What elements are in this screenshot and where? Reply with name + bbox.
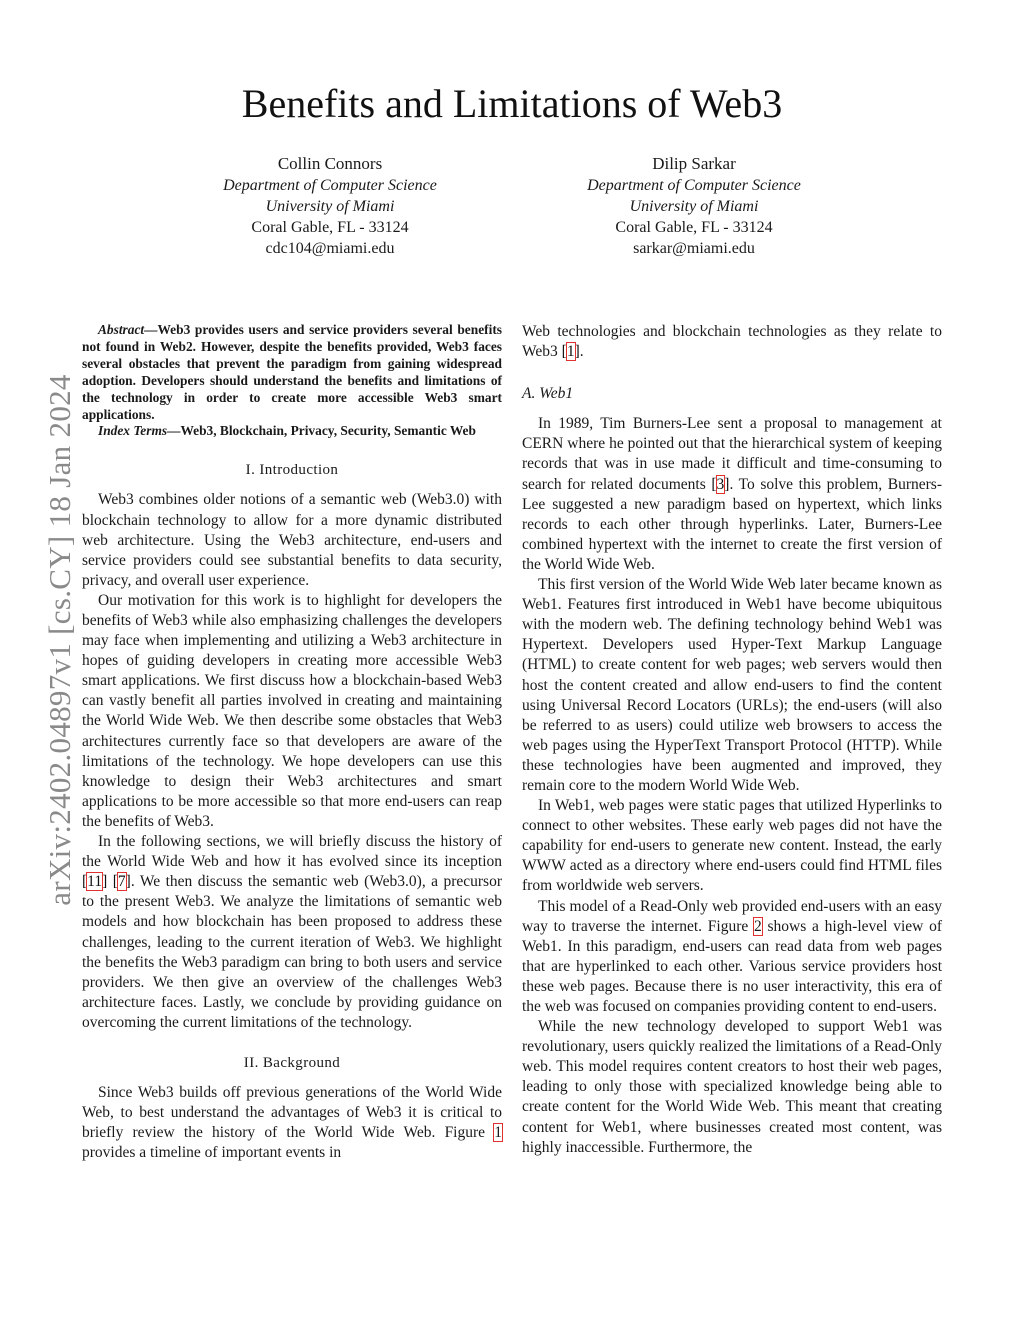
author-email[interactable]: cdc104@miami.edu xyxy=(265,240,395,257)
citation-number[interactable]: 1 xyxy=(566,343,575,361)
web1-paragraph-3: In Web1, web pages were static pages that utilized Hyperlinks to connect to other websites. These early web pages did not have the capability for end-users to generate new content. Instead, the early WWW acted as a directory where end-users could find HTML files from worldwide web servers. xyxy=(522,797,942,895)
section-heading-background: II. Background xyxy=(243,1054,341,1071)
right-cont-text-b: . xyxy=(579,343,584,361)
author-department: Department of Computer Science xyxy=(587,177,801,194)
citation-link-1[interactable] xyxy=(562,343,580,360)
author-block-2 xyxy=(544,153,844,259)
intro-p3-text-b: . We then discuss the semantic web (Web3.0), a precursor to the present Web3. We analyze the limitations of semantic web models and how blockchain has been proposed to address these challenges, leading to the current iteration of Web3. We highlight the benefits the Web3 paradigm can bring to both users and service providers. We then give an overview of the challenges Web3 architecture faces. Lastly, we conclude by providing guidance on overcoming the current limitations of the technology. xyxy=(82,873,502,1031)
intro-paragraph-2: Our motivation for this work is to highlight for developers the benefits of Web3 while also emphasizing challenges the developers may face when implementing and utilizing a Web3 architecture in hopes of guiding developers in creating more accessible Web3 smart applications. We first discuss how a blockchain-based Web3 can vastly benefit all parties involved in creating and maintaining the World Wide Web. We then describe some obstacles that Web3 architectures currently face so that developers are aware of the limitations of the technology. We hope developers can use this knowledge to design their Web3 architectures and smart applications to be more accessible so that more end-users can reap the benefits of Web3. xyxy=(82,591,502,830)
citation-number[interactable]: 3 xyxy=(716,475,725,493)
web1-p1-text-a: In 1989, Tim Burners-Lee sent a proposal to management at CERN where he pointed out that the hierarchical system of keeping records that was in use made it difficult and time-consuming to search for related documents xyxy=(522,415,942,493)
author-university: University of Miami xyxy=(265,198,395,215)
paper-title: Benefits and Limitations of Web3 xyxy=(241,81,783,126)
figure-link-2[interactable]: 2 xyxy=(754,917,762,935)
bg-p1-text-b: provides a timeline of important events in xyxy=(82,1144,342,1162)
author-block-1 xyxy=(180,153,480,259)
author-email[interactable]: sarkar@miami.edu xyxy=(633,240,755,257)
bg-p1-text-a: Since Web3 builds off previous generations of the World Wide Web, to best understand the advantages of Web3 it is critical to briefly review the history of the World Wide Web. Figure xyxy=(82,1084,502,1142)
web1-paragraph-2: This first version of the World Wide Web later became known as Web1. Features first introduced in Web1 have become ubiquitous with the modern web. The defining technology behind Web1 was Hypertext. Developers used Hyper-Text Markup Language (HTML) to create content for web pages; web servers would then host the content created and allow end-users to find the content using Universal Record Locators (URLs); the end-users (will also be referred to as users) could utilize web browsers to access the web pages using the HyperText Transport Protocol (HTTP). While these technologies have been augmented and improved, they remain core to the modern World Wide Web. xyxy=(522,576,942,794)
subsection-heading-web1: A. Web1 xyxy=(522,385,574,403)
background-continuation xyxy=(522,322,942,362)
web1-paragraph-1 xyxy=(522,414,942,575)
intro-p3-text-a: In the following sections, we will briefly discuss the history of the World Wide Web and how it has evolved since its inception xyxy=(82,833,502,871)
intro-paragraph-3 xyxy=(82,832,502,1033)
left-column xyxy=(82,322,502,1163)
right-cont-text-a: Web technologies and blockchain technologies as they relate to Web3 xyxy=(522,323,942,361)
author-location: Coral Gable, FL - 33124 xyxy=(251,219,409,236)
arxiv-identifier[interactable]: arXiv:2402.04897v1 [cs.CY] 18 Jan 2024 xyxy=(42,374,77,906)
section-heading-introduction: I. Introduction xyxy=(245,462,339,479)
web1-p4-text-b: shows a high-level view of Web1. In this paradigm, end-users can read data from web pages that are hyperlinked to each other. Various service providers host these web pages. Because there is no user interactivity, this era of the web was focused on companies providing content to end-users. xyxy=(522,917,942,1015)
author-department: Department of Computer Science xyxy=(223,177,437,194)
author-name: Collin Connors xyxy=(277,154,383,173)
citation-link-7[interactable] xyxy=(113,873,131,890)
web1-p1-text-b: . To solve this problem, Burners-Lee suggested a new paradigm based on hypertext, which links records to each other through hyperlinks. Later, Burners-Lee combined hypertext with the internet to create the first version of the World Wide Web. xyxy=(522,475,942,573)
figure-link-1[interactable]: 1 xyxy=(494,1124,502,1142)
index-terms: Web3, Blockchain, Privacy, Security, Semantic Web xyxy=(180,423,476,439)
author-university: University of Miami xyxy=(629,198,759,215)
index-terms-label: Index Terms— xyxy=(98,423,181,439)
author-name: Dilip Sarkar xyxy=(652,154,736,173)
web1-paragraph-5: While the new technology developed to support Web1 was revolutionary, users quickly realized the limitations of a Read-Only web. This model requires content creators to host their web pages, leading to only those with specialized knowledge being able to create content for the World Wide Web. This meant that creating content for Web1, where businesses created most content, was highly inaccessible. Furthermore, the xyxy=(522,1018,942,1156)
background-paragraph-1 xyxy=(82,1083,502,1163)
abstract-text: Web3 provides users and service providers several benefits not found in Web2. However, despite the benefits provided, Web3 faces several obstacles that prevent the paradigm from gaining widespread adoption. Developers should understand the benefits and limitations of the technology in order to create more accessible Web3 smart applications. xyxy=(82,322,502,422)
web1-p4-text-a: This model of a Read-Only web provided end-users with an easy way to traverse the internet. Figure xyxy=(522,897,942,935)
intro-paragraph-1: Web3 combines older notions of a semantic web (Web3.0) with blockchain technology to allow for a more dynamic distributed web architecture. Using the Web3 architecture, end-users and service providers could see substantial benefits to data security, privacy, and overall user experience. xyxy=(82,491,502,589)
citation-link-3[interactable] xyxy=(711,476,729,493)
citation-number[interactable]: 7 xyxy=(117,873,126,891)
abstract-label: Abstract— xyxy=(98,322,158,337)
right-column xyxy=(522,322,942,1158)
author-location: Coral Gable, FL - 33124 xyxy=(615,219,773,236)
citation-number[interactable]: 11 xyxy=(87,873,103,891)
web1-paragraph-4 xyxy=(522,897,942,1018)
citation-link-11[interactable] xyxy=(82,873,107,890)
abstract xyxy=(82,322,502,440)
